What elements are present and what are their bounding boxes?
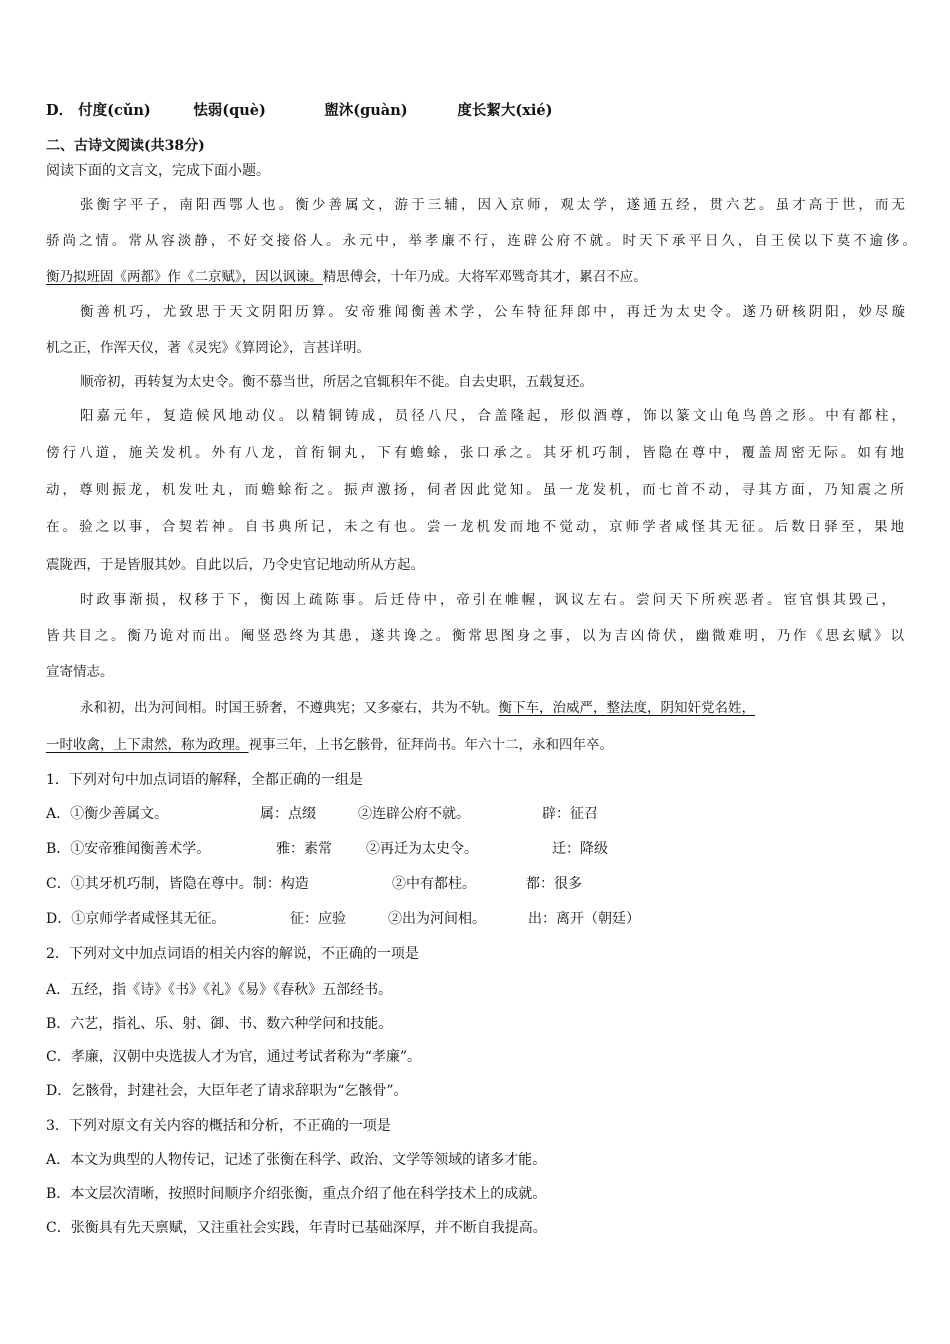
option-part: B．①安帝雅闻衡善术学。	[46, 841, 211, 857]
passage-text: 视事三年，上书乞骸骨，征拜尚书。年六十二，永和四年卒。	[248, 737, 613, 753]
question-2-option-a: A．五经，指《诗》《书》《礼》《易》《春秋》五部经书。	[46, 982, 393, 998]
top-option-item: 怯弱(què)	[193, 102, 266, 119]
option-part: D．①京师学者咸怪其无征。	[46, 911, 226, 927]
option-part: ②再迁为太史令。	[366, 841, 478, 857]
question-3-stem: 3．下列对原文有关内容的概括和分析，不正确的一项是	[46, 1118, 391, 1134]
passage-line: 震陇西，于是皆服其妙。自此以后，乃令史官记地动所从方起。	[46, 557, 424, 573]
option-part: 出：离开（朝廷）	[528, 911, 640, 927]
passage-text: 永和初，出为河间相。时国王骄奢，不遵典宪；又多豪右，共为不轨。	[80, 700, 499, 716]
top-option-label: D．	[46, 102, 74, 119]
passage-line: 衡善机巧，尤致思于天文阴阳历算。安帝雅闻衡善术学，公车特征拜郎中，再迁为太史令。遂乃研核阴阳，妙尽璇	[80, 304, 905, 320]
option-part: 征：应验	[290, 911, 346, 927]
option-part: ②出为河间相。	[388, 911, 486, 927]
option-part: 属：点缀	[260, 806, 316, 822]
question-2-stem: 2．下列对文中加点词语的相关内容的解说，不正确的一项是	[46, 946, 419, 962]
passage-line: 骄尚之情。常从容淡静，不好交接俗人。永元中，举孝廉不行，连辟公府不就。时天下承平日久，自王侯以下莫不逾侈。	[46, 233, 916, 249]
passage-line: 动，尊则振龙，机发吐丸，而蟾蜍衔之。振声激扬，伺者因此觉知。虽一龙发机，而七首不动，寻其方面，乃知震之所	[46, 482, 904, 498]
passage-line: 阳嘉元年，复造候风地动仪。以精铜铸成，员径八尺，合盖隆起，形似酒尊，饰以篆文山龟鸟兽之形。中有都柱，	[80, 408, 905, 424]
question-2-option-d: D．乞骸骨，封建社会，大臣年老了请求辞职为“乞骸骨”。	[46, 1083, 408, 1099]
question-3-option-a: A．本文为典型的人物传记，记述了张衡在科学、政治、文学等领域的诸多才能。	[46, 1152, 547, 1168]
passage-text: 精思傅会，十年乃成。大将军邓骘奇其才，累召不应。	[322, 269, 647, 285]
option-part: A．①衡少善属文。	[46, 806, 169, 822]
passage-line: 张衡字平子，南阳西鄂人也。衡少善属文，游于三辅，因入京师，观太学，遂通五经，贯六艺。虽才高于世，而无	[80, 197, 905, 213]
underlined-sentence: 衡乃拟班固《两都》作《二京赋》，因以讽谏。	[46, 269, 323, 285]
option-part: C．①其牙机巧制，皆隐在尊中。制：构造	[46, 876, 309, 892]
option-part: 雅：素常	[276, 841, 332, 857]
question-3-option-b: B．本文层次清晰，按照时间顺序介绍张衡，重点介绍了他在科学技术上的成就。	[46, 1186, 547, 1202]
passage-line: 顺帝初，再转复为太史令。衡不慕当世，所居之官辄积年不徙。自去史职，五载复还。	[80, 374, 593, 390]
question-1-option-d	[46, 912, 906, 926]
question-1-option-b	[46, 842, 906, 856]
top-option-item: 盥沐(guàn)	[324, 102, 408, 119]
option-part: 迁：降级	[552, 841, 608, 857]
passage-line: 皆共目之。衡乃诡对而出。阉竖恐终为其患，遂共谗之。衡常思图身之事，以为吉凶倚伏，幽微难明，乃作《思玄赋》以	[46, 628, 904, 644]
question-3-option-c: C．张衡具有先天禀赋，又注重社会实践，年青时已基础深厚，并不断自我提高。	[46, 1220, 547, 1236]
option-part: 都：很多	[526, 876, 582, 892]
passage-line: 在。验之以事，合契若神。自书典所记，未之有也。尝一龙机发而地不觉动，京师学者咸怪其无征。后数日驿至，果地	[46, 519, 904, 535]
passage-line	[46, 739, 906, 753]
passage-line	[80, 702, 940, 716]
question-2-option-b: B．六艺，指礼、乐、射、御、书、数六种学问和技能。	[46, 1016, 393, 1032]
passage-line: 时政事渐损，权移于下，衡因上疏陈事。后迁侍中，帝引在帷幄，讽议左右。尝问天下所疾恶者。宦官惧其毁己，	[80, 592, 895, 608]
question-1-option-c	[46, 877, 906, 891]
top-option-d	[46, 104, 906, 119]
section-title: 二、古诗文阅读(共38分)	[46, 138, 205, 154]
option-part: ②中有都柱。	[392, 876, 476, 892]
option-part: 辟：征召	[542, 806, 598, 822]
underlined-sentence: 一时收禽，上下肃然，称为政理。	[46, 737, 249, 753]
passage-line: 宣寄情志。	[46, 664, 114, 680]
section-instruction: 阅读下面的文言文，完成下面小题。	[46, 163, 270, 179]
underlined-sentence: 衡下车，治威严，整法度，阴知奸党名姓，	[498, 700, 755, 716]
passage-line: 傍行八道，施关发机。外有八龙，首衔铜丸，下有蟾蜍，张口承之。其牙机巧制，皆隐在尊中，覆盖周密无际。如有地	[46, 445, 904, 461]
passage-line: 机之正，作浑天仪，著《灵宪》《算罔论》，言甚详明。	[46, 340, 370, 356]
top-option-item: 付度(cǔn)	[78, 102, 151, 119]
passage-line	[46, 271, 906, 285]
question-1-option-a	[46, 807, 906, 821]
top-option-item: 度长絜大(xié)	[457, 102, 553, 119]
option-part: ②连辟公府不就。	[358, 806, 470, 822]
question-2-option-c: C．孝廉，汉朝中央选拔人才为官，通过考试者称为“孝廉”。	[46, 1049, 422, 1065]
question-1-stem: 1．下列对句中加点词语的解释，全都正确的一组是	[46, 772, 363, 788]
